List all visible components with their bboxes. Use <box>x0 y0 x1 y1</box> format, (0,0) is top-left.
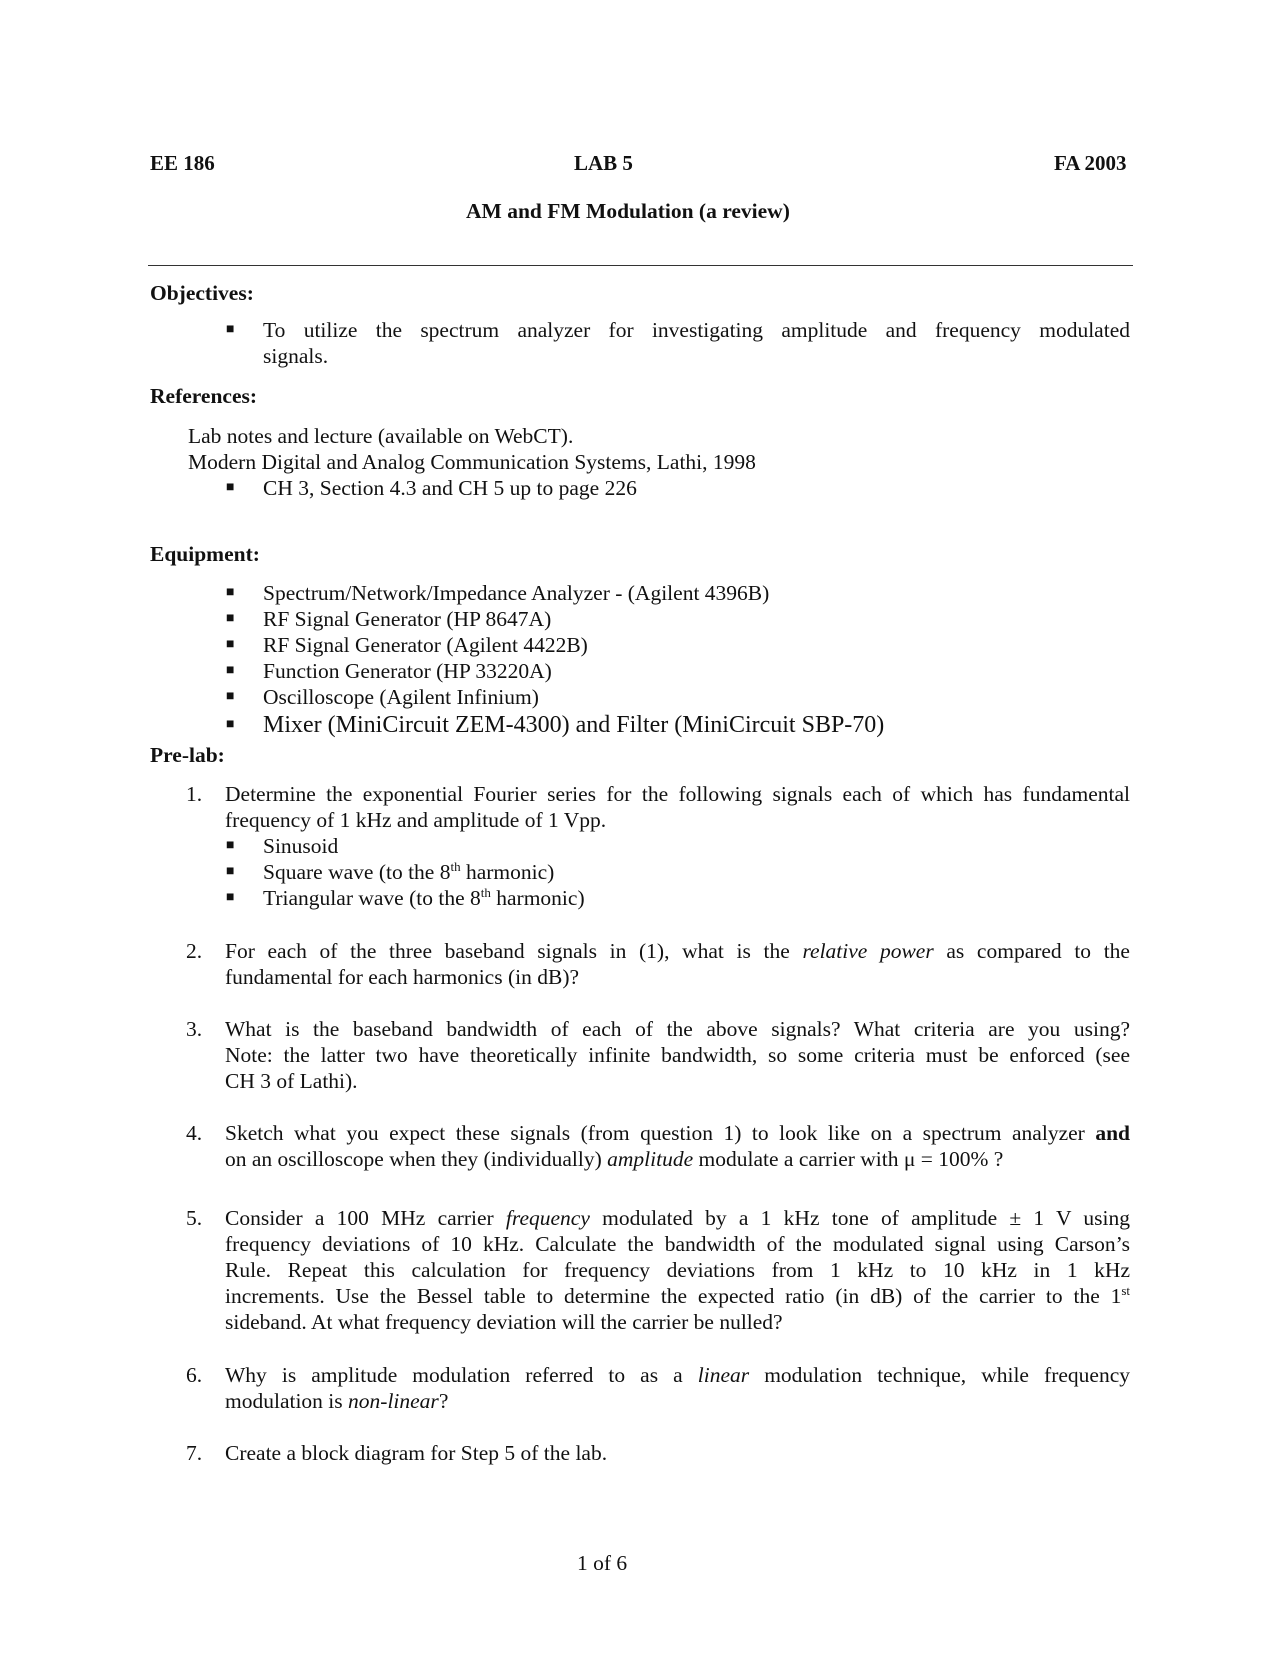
bullet-icon: ■ <box>226 864 235 879</box>
bullet-icon: ■ <box>226 480 235 495</box>
signal-item: Sinusoid <box>263 834 339 858</box>
reference-chapters: CH 3, Section 4.3 and CH 5 up to page 226 <box>263 476 637 500</box>
equipment-item: Function Generator (HP 33220A) <box>263 659 552 683</box>
term: FA 2003 <box>1054 151 1127 175</box>
question-number: 3. <box>186 1017 203 1041</box>
signal-item: Triangular wave (to the 8th harmonic) <box>263 884 585 910</box>
objective-text: To utilize the spectrum analyzer for investigating amplitude and frequency modulated signals. <box>263 318 1130 368</box>
signal-item: Square wave (to the 8th harmonic) <box>263 858 555 884</box>
question-number: 2. <box>186 939 203 963</box>
equipment-heading: Equipment: <box>150 542 260 566</box>
equipment-item: Spectrum/Network/Impedance Analyzer - (Agilent 4396B) <box>263 581 770 605</box>
question-3-text: What is the baseband bandwidth of each of the above signals? What criteria are you using? Note: the latter two have theoretically infinite bandwidth, so some criteria must be enforced (see CH 3 of Lathi). <box>225 1017 1130 1093</box>
equipment-item: Oscilloscope (Agilent Infinium) <box>263 685 539 709</box>
prelab-heading: Pre-lab: <box>150 743 225 767</box>
bullet-icon: ■ <box>226 611 235 626</box>
bullet-icon: ■ <box>226 689 235 704</box>
objectives-heading: Objectives: <box>150 281 254 305</box>
reference-textbook: Modern Digital and Analog Communication Systems, Lathi, 1998 <box>188 450 756 474</box>
bullet-icon: ■ <box>226 637 235 652</box>
question-4-text: Sketch what you expect these signals (from question 1) to look like on a spectrum analyzer and on an oscilloscope when they (individually) amplitude modulate a carrier with μ = 100% ? <box>225 1121 1130 1171</box>
question-number: 7. <box>186 1441 203 1465</box>
question-1-text: Determine the exponential Fourier series for the following signals each of which has fundamental frequency of 1 kHz and amplitude of 1 Vpp. <box>225 782 1130 832</box>
bullet-icon: ■ <box>226 585 235 600</box>
page-number: 1 of 6 <box>577 1551 628 1575</box>
references-heading: References: <box>150 384 258 408</box>
question-number: 4. <box>186 1121 203 1145</box>
bullet-icon: ■ <box>226 322 235 337</box>
header-divider <box>148 265 1133 266</box>
equipment-item: Mixer (MiniCircuit ZEM-4300) and Filter (MiniCircuit SBP-70) <box>263 712 885 738</box>
question-number: 6. <box>186 1363 203 1387</box>
bullet-icon: ■ <box>226 838 235 853</box>
lab-number: LAB 5 <box>574 151 633 175</box>
question-7-text: Create a block diagram for Step 5 of the lab. <box>225 1441 608 1465</box>
question-5-text: Consider a 100 MHz carrier frequency modulated by a 1 kHz tone of amplitude ± 1 V using frequency deviations of 10 kHz. Calculate the bandwidth of the modulated signal using Carson’s Rule. Repeat this calculation for frequency deviations from 1 kHz to 10 kHz in 1 kHz increments. Use the Bessel table to determine the expected ratio (in dB) of the carrier to the 1st sideband. At what frequency deviation will the carrier be nulled? <box>225 1206 1130 1334</box>
course-code: EE 186 <box>150 151 215 175</box>
bullet-icon: ■ <box>226 890 235 905</box>
question-number: 1. <box>186 782 203 806</box>
question-2-text: For each of the three baseband signals in (1), what is the relative power as compared to the fundamental for each harmonics (in dB)? <box>225 939 1130 989</box>
bullet-icon: ■ <box>226 717 235 732</box>
modulation-index-formula: μ = 100% ? <box>903 1147 1004 1171</box>
question-number: 5. <box>186 1206 203 1230</box>
reference-lab-notes: Lab notes and lecture (available on WebCT). <box>188 424 574 448</box>
question-6-text: Why is amplitude modulation referred to as a linear modulation technique, while frequency modulation is non-linear? <box>225 1363 1130 1413</box>
equipment-item: RF Signal Generator (HP 8647A) <box>263 607 552 631</box>
page-title: AM and FM Modulation (a review) <box>466 199 790 223</box>
equipment-item: RF Signal Generator (Agilent 4422B) <box>263 633 588 657</box>
bullet-icon: ■ <box>226 663 235 678</box>
